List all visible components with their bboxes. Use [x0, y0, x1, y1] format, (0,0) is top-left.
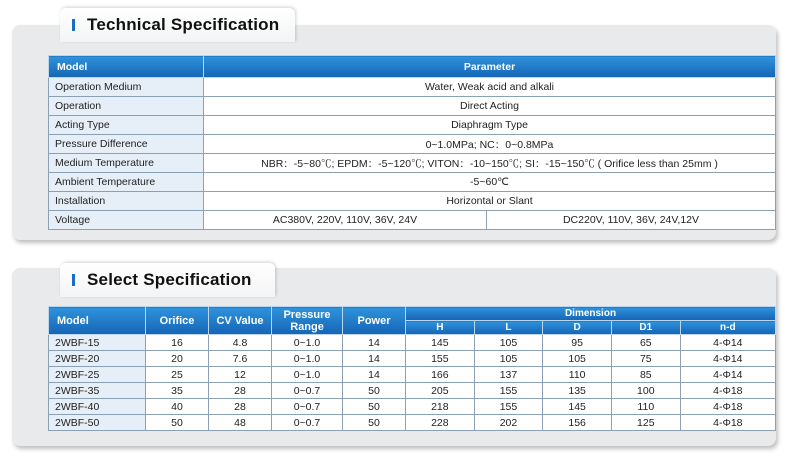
table-row — [49, 173, 776, 192]
row-value: Diaphragm Type — [204, 116, 776, 135]
cell-d: 95 — [543, 335, 612, 351]
cell-power: 50 — [343, 399, 406, 415]
voltage-ac-value: AC380V, 220V, 110V, 36V, 24V — [204, 211, 487, 230]
cell-pressure: 0~0.7 — [272, 415, 343, 431]
cell-h: 228 — [406, 415, 475, 431]
select-title: Select Specification — [87, 270, 252, 289]
cell-h: 155 — [406, 351, 475, 367]
row-value: Horizontal or Slant — [204, 192, 776, 211]
cell-model: 2WBF-50 — [49, 415, 146, 431]
cell-cv: 28 — [209, 399, 272, 415]
cell-nd: 4-Φ14 — [680, 351, 775, 367]
cell-orifice: 35 — [146, 383, 209, 399]
cell-pressure: 0~1.0 — [272, 367, 343, 383]
cell-l: 155 — [474, 383, 543, 399]
header-pressure-line2: Range — [290, 320, 324, 333]
row-label: Pressure Difference — [49, 135, 204, 154]
row-label: Operation — [49, 97, 204, 116]
header-parameter: Parameter — [204, 56, 776, 78]
row-value: NBR：-5~80℃; EPDM：-5~120℃; VITON：-10~150℃; SI：-15~150℃ ( Orifice less than 25mm ) — [204, 154, 776, 173]
cell-model: 2WBF-35 — [49, 383, 146, 399]
cell-h: 218 — [406, 399, 475, 415]
cell-d1: 125 — [611, 415, 680, 431]
header-power: Power — [343, 307, 406, 335]
row-value: Direct Acting — [204, 97, 776, 116]
header-h: H — [406, 321, 475, 335]
cell-pressure: 0~1.0 — [272, 351, 343, 367]
cell-h: 166 — [406, 367, 475, 383]
header-pressure-range — [272, 307, 343, 335]
cell-pressure: 0~0.7 — [272, 399, 343, 415]
cell-orifice: 40 — [146, 399, 209, 415]
cell-nd: 4-Φ14 — [680, 335, 775, 351]
cell-l: 137 — [474, 367, 543, 383]
cell-power: 14 — [343, 335, 406, 351]
technical-table — [48, 55, 776, 230]
table-row — [49, 367, 776, 383]
tab-marker-icon — [72, 274, 75, 286]
cell-d: 110 — [543, 367, 612, 383]
table-row — [49, 335, 776, 351]
select-tab — [60, 263, 275, 297]
header-d: D — [543, 321, 612, 335]
cell-model: 2WBF-15 — [49, 335, 146, 351]
table-row — [49, 192, 776, 211]
table-row — [49, 351, 776, 367]
cell-d1: 65 — [611, 335, 680, 351]
cell-l: 105 — [474, 335, 543, 351]
table-row — [49, 399, 776, 415]
cell-power: 14 — [343, 351, 406, 367]
cell-cv: 12 — [209, 367, 272, 383]
table-row — [49, 78, 776, 97]
select-table — [48, 306, 776, 431]
cell-orifice: 50 — [146, 415, 209, 431]
row-label: Operation Medium — [49, 78, 204, 97]
header-l: L — [474, 321, 543, 335]
header-nd: n-d — [680, 321, 775, 335]
table-row — [49, 415, 776, 431]
header-dimension: Dimension — [406, 307, 776, 321]
cell-nd: 4-Φ18 — [680, 399, 775, 415]
row-label: Voltage — [49, 211, 204, 230]
row-label: Installation — [49, 192, 204, 211]
cell-d1: 100 — [611, 383, 680, 399]
cell-cv: 48 — [209, 415, 272, 431]
cell-power: 50 — [343, 415, 406, 431]
cell-power: 50 — [343, 383, 406, 399]
cell-d: 145 — [543, 399, 612, 415]
table-row — [49, 211, 776, 230]
cell-pressure: 0~0.7 — [272, 383, 343, 399]
cell-l: 202 — [474, 415, 543, 431]
tab-marker-icon — [72, 19, 75, 31]
cell-d1: 110 — [611, 399, 680, 415]
cell-nd: 4-Φ18 — [680, 383, 775, 399]
row-value: Water, Weak acid and alkali — [204, 78, 776, 97]
cell-d: 156 — [543, 415, 612, 431]
cell-d1: 85 — [611, 367, 680, 383]
cell-orifice: 25 — [146, 367, 209, 383]
voltage-dc-value: DC220V, 110V, 36V, 24V,12V — [487, 211, 776, 230]
cell-pressure: 0~1.0 — [272, 335, 343, 351]
cell-cv: 7.6 — [209, 351, 272, 367]
technical-title: Technical Specification — [87, 15, 280, 34]
cell-d: 105 — [543, 351, 612, 367]
cell-d1: 75 — [611, 351, 680, 367]
row-label: Ambient Temperature — [49, 173, 204, 192]
table-row — [49, 135, 776, 154]
technical-tab — [60, 8, 295, 42]
cell-h: 145 — [406, 335, 475, 351]
cell-cv: 4.8 — [209, 335, 272, 351]
cell-power: 14 — [343, 367, 406, 383]
cell-nd: 4-Φ14 — [680, 367, 775, 383]
header-pressure-line1: Pressure — [283, 308, 331, 321]
cell-h: 205 — [406, 383, 475, 399]
cell-model: 2WBF-20 — [49, 351, 146, 367]
cell-d: 135 — [543, 383, 612, 399]
table-row — [49, 97, 776, 116]
cell-nd: 4-Φ18 — [680, 415, 775, 431]
cell-orifice: 20 — [146, 351, 209, 367]
cell-l: 105 — [474, 351, 543, 367]
header-cv-value: CV Value — [209, 307, 272, 335]
table-row — [49, 116, 776, 135]
cell-model: 2WBF-40 — [49, 399, 146, 415]
table-row — [49, 154, 776, 173]
cell-cv: 28 — [209, 383, 272, 399]
row-label: Acting Type — [49, 116, 204, 135]
header-d1: D1 — [611, 321, 680, 335]
cell-model: 2WBF-25 — [49, 367, 146, 383]
header-model: Model — [49, 307, 146, 335]
row-value: -5~60℃ — [204, 173, 776, 192]
row-value: 0~1.0MPa; NC：0~0.8MPa — [204, 135, 776, 154]
header-orifice: Orifice — [146, 307, 209, 335]
header-model: Model — [49, 56, 204, 78]
table-row — [49, 383, 776, 399]
row-label: Medium Temperature — [49, 154, 204, 173]
cell-orifice: 16 — [146, 335, 209, 351]
cell-l: 155 — [474, 399, 543, 415]
